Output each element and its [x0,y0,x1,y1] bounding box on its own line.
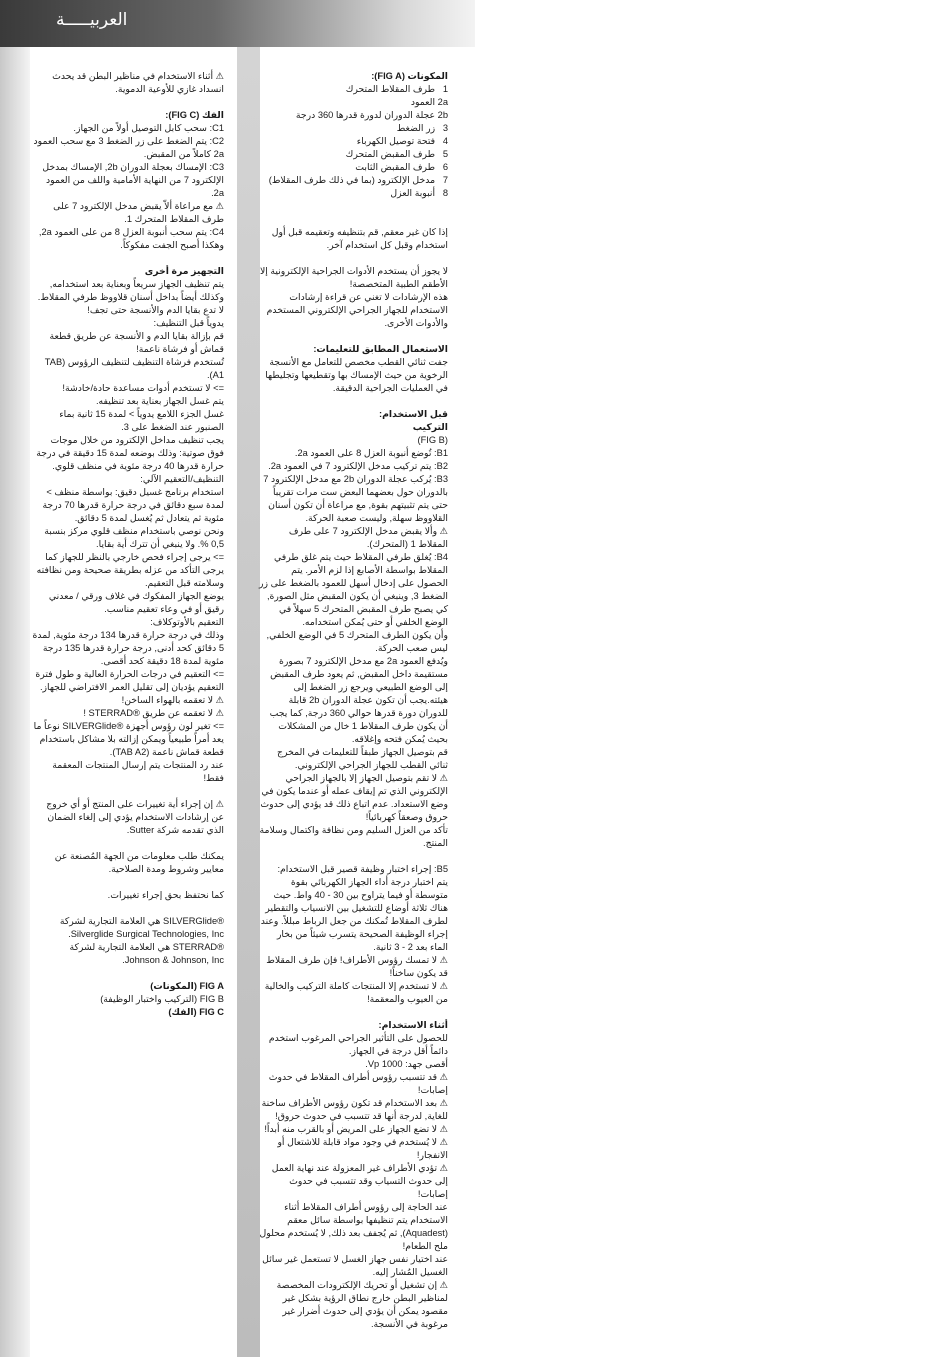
left-column-paragraph: C3: الإمساك بعجلة الدوران 2b, الإمساك بمدخل الإلكترود 7 من النهاية الأمامية واللف من العمود 2a. [39,162,224,198]
right-column-paragraph: لا يجوز أن يستخدم الأدوات الجراحية الإلكترونية إلا الأطقم الطبية المتخصصة! [257,266,448,289]
right-column-paragraph: ⚠ تؤدي الأطراف غير المعزولة عند نهاية العمل إلى حدوث التسياب وقد تتسبب في حدوث إصابات! [269,1163,448,1199]
right-column-paragraph [258,850,448,863]
right-column-paragraph: B4: يُغلق طرفي المقلاط حيث يتم غلق طرفي المقلاط بواسطة الأصابع إذا لزم الأمر. يتم الحصول على إدخال أسهل للعمود بالضغط على زر الضغط 3, وينبغي أن يكون المقبض مثل الصورة, كي يصبح طرف المقبض المتحرك 5 سهلاً في الوضع الخلفي أو حتى يُمكن استخدامه. [256,552,448,627]
right-column-paragraph: 6 طرف المقبض الثابت [355,162,448,172]
right-column-paragraph: ⚠ قد تتسبب رؤوس أطراف المقلاط في حدوث إصابات! [266,1072,448,1095]
right-column-paragraph: عند اختيار نفس جهاز الغسل لا تستعمل غير سائل الغسيل المُشار إليه. [259,1254,448,1277]
right-column-paragraph: الاستعمال المطابق للتعليمات: [313,344,448,354]
left-text-column [29,70,224,1019]
left-column-paragraph: غسل الجزء اللامع يدوياً > لمدة 15 ثانية بماء الصنبور عند الضغط على 3. [56,409,224,432]
right-column-paragraph: (FIG B) [417,435,448,445]
right-column-paragraph [258,395,448,408]
center-gutter-band [237,47,260,1357]
left-column-paragraph: ®SILVERGlide هي العلامة التجارية لشركة Silverglide Surgical Technologies, Inc. [57,916,224,939]
left-column-paragraph: تُستخدم فرشاة التنظيف لتنظيف الرؤوس (TAB A1). [42,357,224,380]
right-column-paragraph: للحصول على التأثير الجراحي المرغوب استخدم دائماً أقل درجة في الجهاز. [266,1033,448,1056]
right-column-paragraph: B1: تُوضع أنبوبة العزل 8 على العمود 2a. [294,448,448,458]
right-column-paragraph: B2: يتم تركيب مدخل الإلكترود 7 في العمود 2a. [268,461,448,471]
right-column-paragraph: 2b عجلة الدوران لدورة قدرها 360 درجة [295,110,448,120]
left-column-paragraph: C2: يتم الضغط على زر الضغط 3 مع سحب العمود 2a كاملاً من المقبض. [30,136,224,159]
left-column-paragraph: قم بإزالة بقايا الدم و الأنسجة عن طريق قطعة قماش أو فرشاة ناعمة! [46,331,224,354]
left-column-paragraph: يوضع الجهاز المفكوك في غلاف ورقي / معدني رقيق أو في وعاء تعقيم مناسب. [46,591,224,614]
right-column-paragraph: ⚠ إن تشغيل أو تحريك الإلكترودات المخصصة لمناظير البطن خارج نطاق الرؤية بشكل غير مقصود يمكن أن يؤدي إلى حدوث أضرار غير مرغوبة في الأنسجة. [274,1280,448,1329]
right-column-paragraph: أثناء الاستخدام: [378,1020,448,1030]
right-column-paragraph [258,330,448,343]
right-column-paragraph: 3 زر الضغط [396,123,448,133]
right-column-paragraph: 1 طرف المقلاط المتحرك [345,84,448,94]
right-column-paragraph: قبل الاستخدام: [379,409,448,419]
left-column-paragraph: لا تدع بقايا الدم والأنسجة حتى تجف! [87,305,224,315]
left-column-paragraph: التنظيف/التعقيم الآلي: [140,474,224,484]
left-column-paragraph: استخدام برنامج غسيل دقيق: بواسطة منظف > لمدة سبع دقائق في درجة حرارة قدرها 70 درجة مئوية ثم يتعادل ثم يُغسل لمدة 5 دقائق. [39,487,224,523]
left-column-paragraph: عند رد المنتجات يتم إرسال المنتجات المعقمة فقط! [49,760,224,783]
left-column-paragraph: => يرجى إجراء فحص خارجي بالنظر للجهاز كما يرجى التأكد من عزله بطريقة صحيحة ومن نظافته وسلامته قبل التعقيم. [34,552,224,588]
left-column-paragraph: يتم تنظيف الجهاز سريعاً وبعناية بعد استخدامه, وكذلك أيضاً بداخل أسنان قلاووظ طرفي المقلاط. [37,279,224,302]
left-column-paragraph: كما نحتفظ بحق إجراء تغييرات. [107,890,224,900]
right-column-paragraph: 4 فتحة توصيل الكهرباء [356,136,448,146]
left-column-paragraph [32,252,224,265]
left-column-paragraph [32,902,224,915]
left-column-paragraph: FIG B (التركيب واختبار الوظيفة) [100,994,224,1004]
right-text-column [258,70,448,1331]
left-column-paragraph: التعقيم بالأوتوكلاف: [150,617,224,627]
left-column-paragraph: يجب تنظيف مداخل الإلكترود من خلال موجات فوق صوتية: وذلك بوضعه لمدة 15 دقيقة في درجة حرارة قدرها 40 درجة مئوية في منظف قلوي. [33,435,224,471]
right-column-paragraph: ⚠ بعد الاستخدام قد تكون رؤوس الأطراف ساخنة للغاية, لدرجة أنها قد تتسبب في حدوث حروق! [259,1098,448,1121]
right-column-paragraph: ⚠ وألا يقبض مدخل الإلكترود 7 على طرف المقلاط 1 (المتحرك). [286,526,448,549]
right-column-paragraph: عند الحاجة إلى رؤوس أطراف المقلاط أثناء الاستخدام يتم تنظيفها بواسطة سائل معقم (Aquadest), ثم يُجفف بعد ذلك, لا يُستخدم محلول ملح الطعام! [256,1202,448,1251]
right-column-paragraph: المكونات (FIG A): [371,71,448,81]
left-column-paragraph: ⚠ إن إجراء أية تغييرات على المنتج أو أي خروج عن إرشادات الاستخدام يؤدي إلى إلغاء الضمان الذي تقدمه شركة Sutter. [43,799,224,835]
right-column-paragraph: ⚠ لا تقم بتوصيل الجهاز إلا بالجهاز الجراحي الإلكتروني الذي تم إيقاف عمله أو عندما يكون في وضع الاستعداد. عدم اتباع ذلك قد يؤدي إلى حدوث حروق وصعقاً كهربائياً! [257,773,448,822]
left-column-paragraph: FIG C (الفك) [168,1007,224,1017]
left-column-paragraph: C1: سحب كابل التوصيل أولاً من الجهاز. [73,123,224,133]
left-column-paragraph: يتم غسل الجهاز بعناية بعد تنظيفه. [95,396,224,406]
left-column-paragraph: ®STERRAD هي العلامة التجارية لشركة Johnson & Johnson, Inc. [66,942,224,965]
right-column-paragraph [258,200,448,213]
left-column-paragraph: => التعقيم في درجات الحرارة العالية و طول فترة التعقيم يؤديان إلى تقليل العمر الافتراضي للجهاز. [32,669,224,692]
right-column-paragraph: إذا كان غير معقم, قم بتنظيفه وتعقيمه قبل أول استخدام وقبل كل استخدام آخر. [269,227,448,250]
right-column-paragraph: ⚠ لا تمسك رؤوس الأطراف! فإن طرف المقلاط قد يكون ساخناً! [263,955,448,978]
right-column-paragraph: 8 أنبوبة العزل [390,188,448,198]
left-column-paragraph: ⚠ أثناء الاستخدام في مناظير البطن قد يحدث انسداد غازي للأوعية الدموية. [49,71,224,94]
left-column-paragraph: ⚠ مع مراعاة ألاّ يقبض مدخل الإلكترود 7 على طرف المقلاط المتحرك 1. [50,201,224,224]
right-column-paragraph: أقصى جهد: 1000 Vp. [365,1059,448,1069]
left-column-paragraph: الفك (FIG C): [165,110,224,120]
left-column-paragraph: يدوياً قبل التنظيف: [153,318,224,328]
left-column-paragraph: وذلك في درجة حرارة قدرها 134 درجة مئوية, لمدة 5 دقائق كحد أدنى, درجة حرارة قدرها 135 درجة مئوية لمدة 18 دقيقة كحد أقصى. [29,630,224,666]
left-column-paragraph: FIG A (المكونات) [150,981,224,991]
language-header-bar [0,0,475,47]
right-column-paragraph: ⚠ لا يُستخدم في وجود مواد قابلة للاشتعال أو الانفجار! [274,1137,448,1160]
left-column-paragraph [32,837,224,850]
right-column-paragraph: تأكد من العزل السليم ومن نظافة واكتمال وسلامة المنتج. [256,825,448,848]
right-column-paragraph: ⚠ لا تستخدم إلا المنتجات كاملة التركيب والخالية من العيوب والمعقمة! [262,981,448,1004]
right-column-paragraph: 2a العمود [410,97,448,107]
right-column-paragraph: جفت ثنائي القطب مخصص للتعامل مع الأنسجة الرخوية من حيث الإمساك بها وتقطيعها وتجليطها في العمليات الجراحية الدقيقة. [262,357,448,393]
right-column-paragraph: ويُدفع العمود 2a مع مدخل الإلكترود 7 بصورة مستقيمة داخل المقبض, ثم يعود طرف المقبض إلى الوضع الطبيعي ويرجع زر الضغط إلى هيئته.يجب أن تكون عجلة الدوران 2b قابلة للدوران دورة قدرها حوالي 360 درجة, كما يجب أن يكون طرف المقلاط 1 خال من المشكلات بحيث يُمكن فتحه وإغلاقه. [267,656,448,744]
language-title: العربيـــــة [56,10,128,30]
left-column-paragraph: => لا تستخدم أدوات مساعدة حادة/خادشة! [62,383,224,393]
left-column-paragraph: ⚠ لا تعقمه بالهواء الساخن! [121,695,224,705]
left-column-paragraph: => تغير لون رؤوس أجهزة ®SILVERGlide نوعاً ما يعد أمراً طبيعياً ويمكن إزالته بلا مشاكل باستخدام قطعة قماش ناعمة (TAB A2). [31,721,224,757]
right-column-paragraph [258,213,448,226]
right-column-paragraph [258,252,448,265]
right-column-paragraph: B5: إجراء اختبار وظيفة قصير قبل الاستخدام: [277,864,448,874]
left-column-paragraph: التجهيز مرة أخرى [144,266,224,276]
left-column-paragraph: ⚠ لا تعقمه عن طريق ®STERRAD ! [83,708,224,718]
right-column-paragraph: التركيب [412,422,448,432]
right-column-paragraph: B3: يُركب عجلة الدوران 2b مع مدخل الإلكترود 7 بالدوران حول بعضهما البعض ست مرات تقريباً حتى يتم تثبيتهم بقوة, مع مراعاة أن تكون أسنان القلاووظ سهلة, وليست صعبة الحركة. [260,474,448,523]
right-column-paragraph: قم بتوصيل الجهاز طبقاً للتعليمات في المخرج ثنائي القطب للجهاز الجراحي الإلكتروني. [274,747,448,770]
left-column-paragraph: C4: يتم سحب أنبوبة العزل 8 من على العمود 2a, وهكذا أصبح الجفت مفكوكاً. [36,227,224,250]
right-column-paragraph: يتم اختبار درجة أداء الجهاز الكهربائي بقوة متوسطة أو فيما يتراوح بين 30 - 40 واط. حيث هناك ثلاثة أوضاع للتشغيل بين الانسياب والتقطير لطرف المقلاط تُمكنك من جعل الرباط مبللاً. وعند إجراء الوظيفة الصحيحة يتسرب شيئاً من بخار الماء بعد 2 - 3 ثانية. [258,877,448,952]
right-column-paragraph: هذه الإرشادات لا تغني عن قراءة إرشادات الاستخدام للجهاز الجراحي الإلكتروني المستخدم والأدوات الأخرى. [264,292,448,328]
right-column-paragraph: 5 طرف المقبض المتحرك [345,149,448,159]
left-column-paragraph [32,876,224,889]
left-column-paragraph [32,785,224,798]
left-column-paragraph [32,967,224,980]
right-column-paragraph: 7 مدخل الإلكترود (بما في ذلك طرف المقلاط) [268,175,448,185]
left-margin-strip [0,47,30,1357]
left-column-paragraph [32,96,224,109]
right-column-paragraph: ⚠ لا تضع الجهاز على المريض أو بالقرب منه أبداً! [264,1124,448,1134]
left-column-paragraph: ونحن نوصي باستخدام منظف قلوي مركز بنسبة 0,5 %. ولا ينبغي أن تترك أية بقايا. [41,526,224,549]
right-column-paragraph: وأن يكون الطرف المتحرك 5 في الوضع الخلفي, ليس صعب الحركة. [263,630,448,653]
right-column-paragraph [258,1006,448,1019]
left-column-paragraph: يمكنك طلب معلومات من الجهة المُصنعة عن معايير وشروط ومدة الصلاحية. [52,851,224,874]
